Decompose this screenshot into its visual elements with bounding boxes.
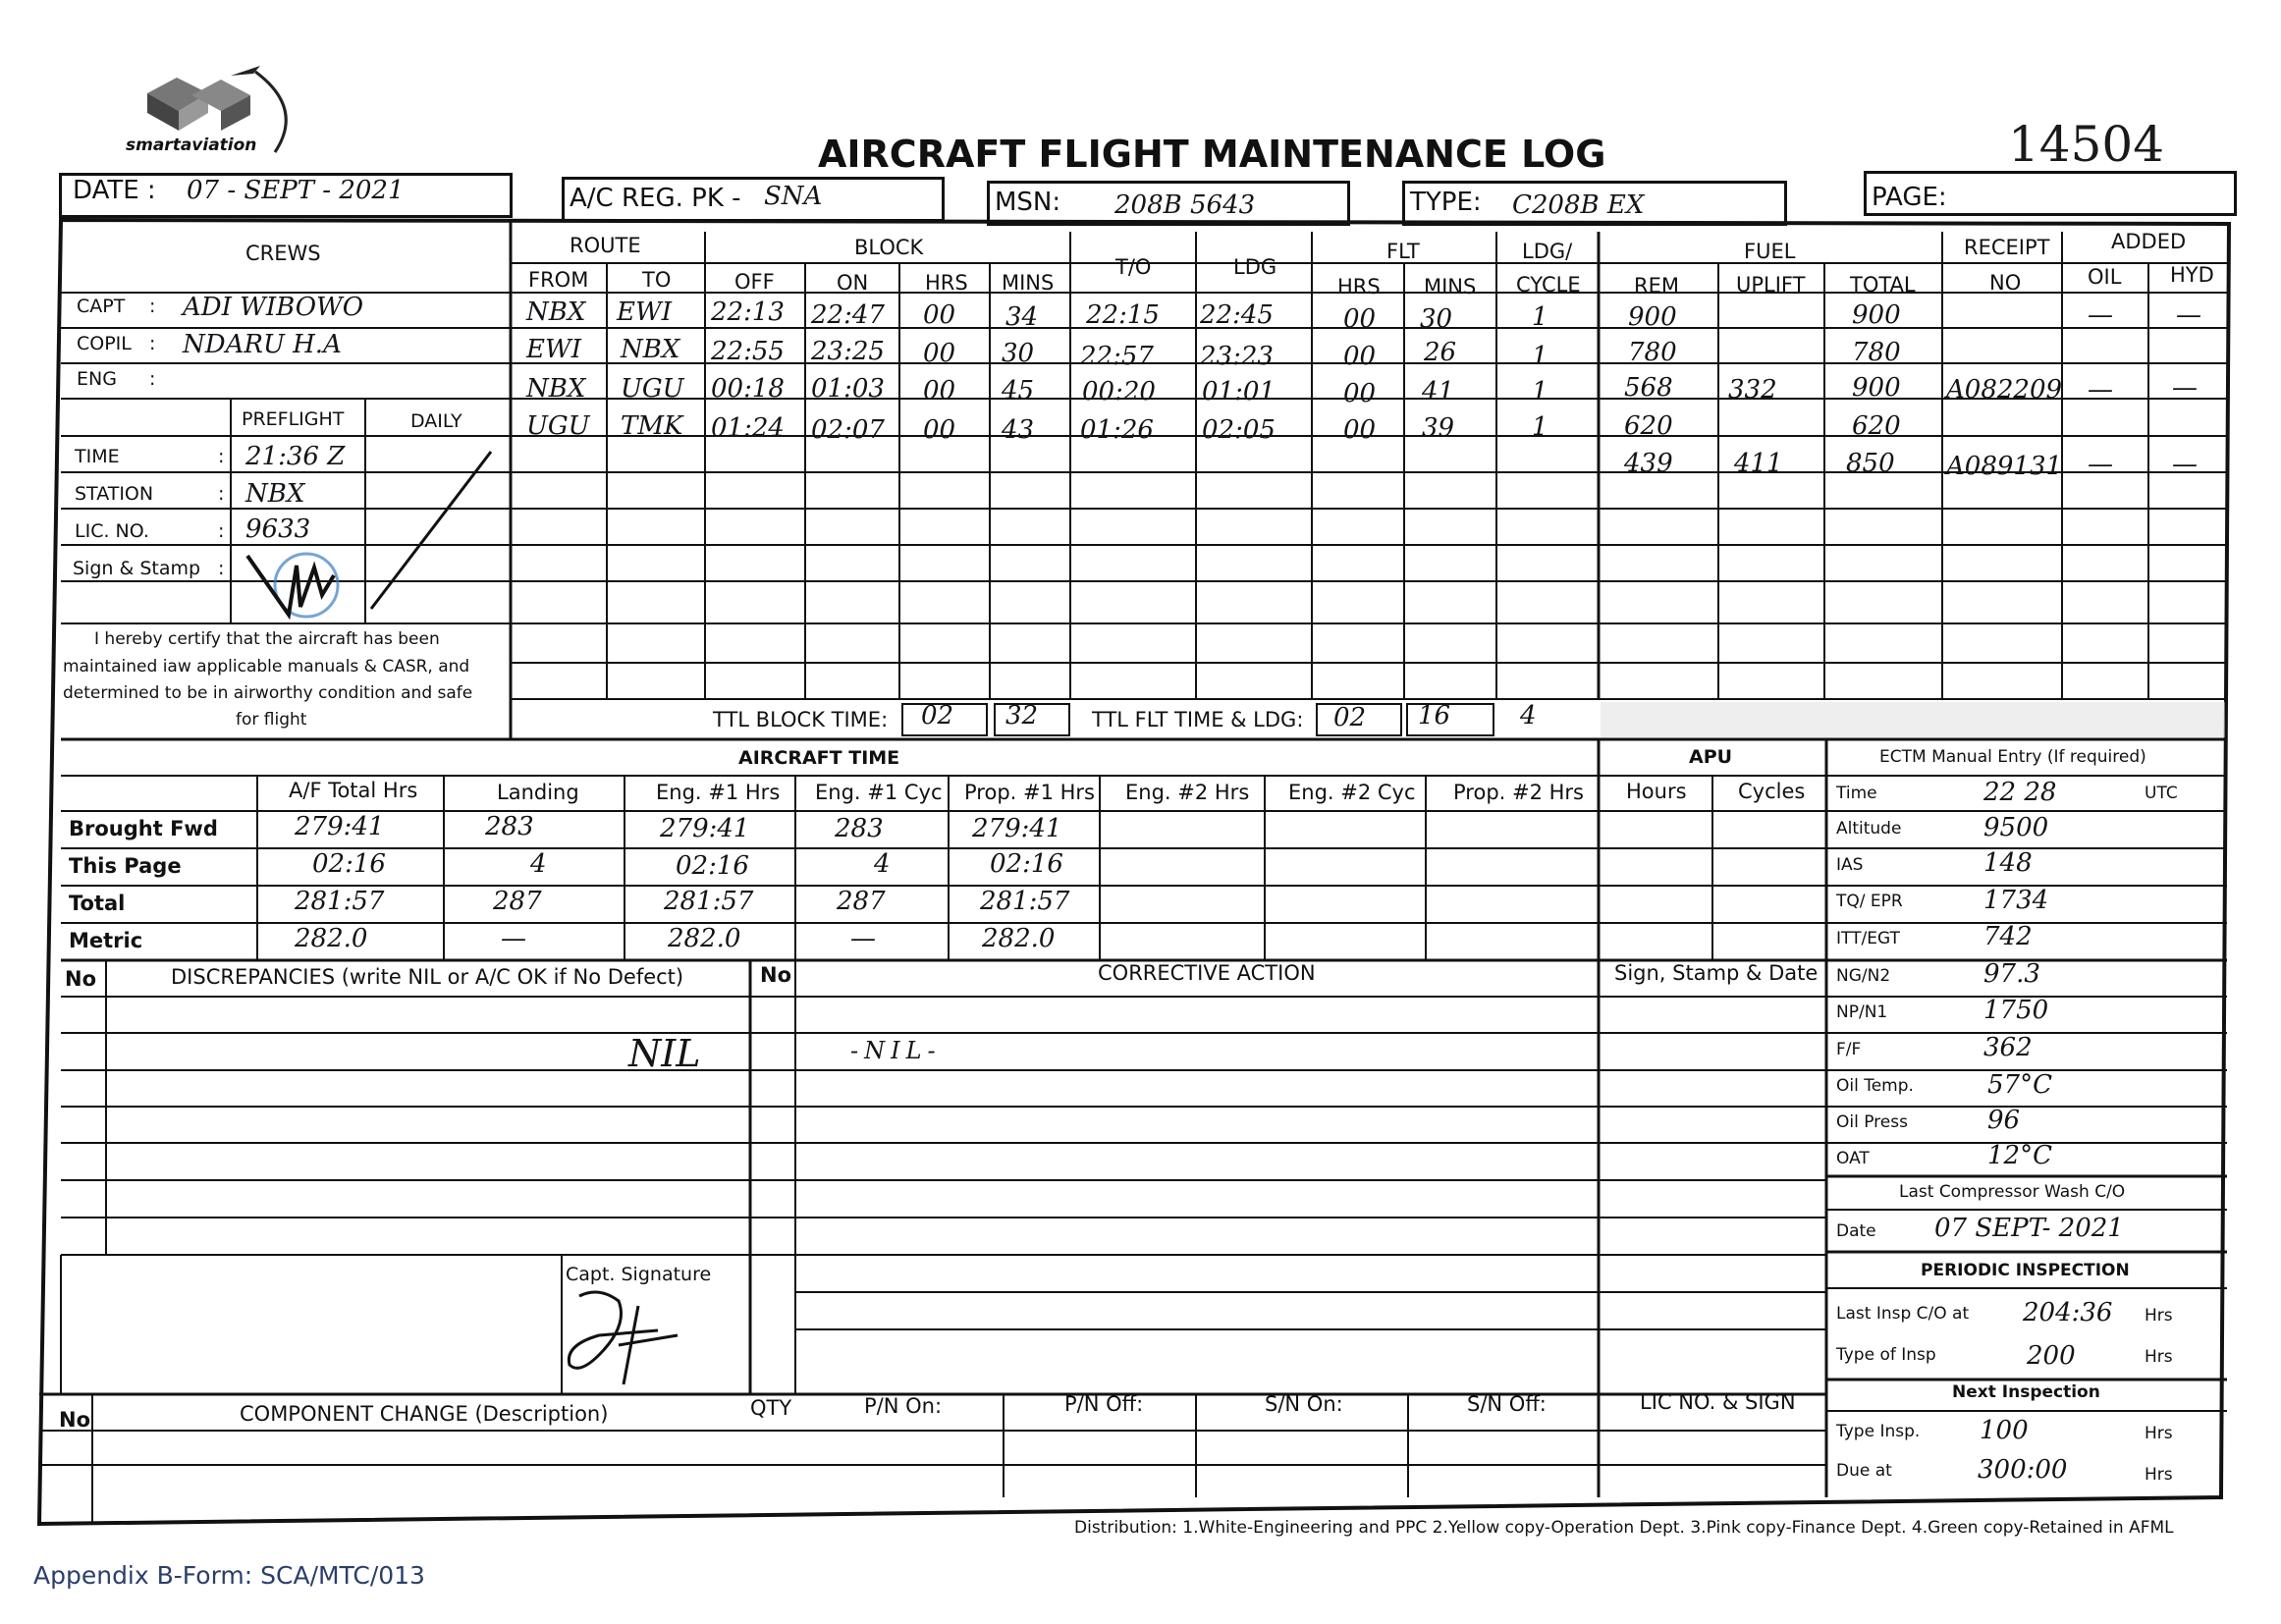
apu-hours: Hours: [1626, 780, 1687, 803]
page-title: AIRCRAFT FLIGHT MAINTENANCE LOG: [818, 133, 1606, 176]
fuel-rem: 620: [1624, 411, 1673, 441]
comp-sn-on: S/N On:: [1265, 1392, 1343, 1416]
ectm-alt-value: 9500: [1983, 813, 2049, 842]
eng1-hrs-value: 279:41: [660, 814, 750, 843]
ectm-heading: ECTM Manual Entry (If required): [1879, 747, 2146, 767]
flight-block-hrs: 00: [923, 339, 956, 368]
ttl-flt-label: TTL FLT TIME & LDG:: [1092, 708, 1304, 731]
eng1-hrs-value: 02:16: [676, 851, 749, 881]
prop1-value: 279:41: [972, 814, 1062, 843]
prop1-value: 282.0: [982, 924, 1056, 953]
landing-value: 4: [530, 849, 547, 879]
to-heading: TO: [642, 268, 672, 292]
col-prop2-hrs: Prop. #2 Hrs: [1453, 781, 1584, 804]
fuel-rem: 439: [1624, 449, 1673, 478]
flight-cycle: 1: [1532, 342, 1548, 371]
eng1-cyc-value: 287: [837, 887, 886, 916]
ttl-block-label: TTL BLOCK TIME:: [713, 708, 889, 731]
lic-label: LIC. NO.: [75, 520, 149, 542]
flight-flt-hrs: 00: [1343, 304, 1377, 334]
ttl-ldg: 4: [1520, 701, 1537, 731]
compressor-date-value: 07 SEPT- 2021: [1934, 1214, 2124, 1243]
aircraft-time-heading: AIRCRAFT TIME: [738, 747, 900, 769]
flight-from: NBX: [526, 374, 586, 404]
ectm-tq-value: 1734: [1983, 886, 2049, 915]
fuel-total: 780: [1852, 338, 1901, 367]
lic-colon: :: [218, 520, 225, 542]
copil-colon: :: [149, 333, 156, 354]
apu-cycles: Cycles: [1738, 780, 1806, 803]
cert-line-4: for flight: [236, 710, 307, 730]
flight-to: UGU: [621, 374, 684, 404]
daily-label: DAILY: [410, 410, 462, 432]
date-label: DATE :: [73, 176, 156, 205]
ectm-ias-value: 148: [1983, 848, 2033, 878]
type-value: C208B EX: [1512, 190, 1645, 220]
comp-pn-off: P/N Off:: [1064, 1392, 1144, 1416]
flight-from: NBX: [526, 298, 586, 327]
ectm-time-value: 22 28: [1983, 778, 2057, 807]
preflight-lic: 9633: [245, 514, 311, 544]
form-id: Appendix B-Form: SCA/MTC/013: [33, 1561, 425, 1590]
ectm-np-label: NP/N1: [1836, 1002, 1888, 1022]
flight-flt-mins: 30: [1420, 304, 1453, 334]
flight-landing: 22:45: [1200, 300, 1274, 330]
added-hyd: —: [2176, 300, 2201, 330]
msn-label: MSN:: [995, 188, 1061, 217]
capt-value: ADI WIBOWO: [183, 293, 364, 322]
flight-on: 01:03: [811, 374, 885, 404]
flight-cycle: 1: [1532, 302, 1548, 332]
comp-qty: QTY: [750, 1396, 792, 1420]
ectm-itt-value: 742: [1983, 922, 2033, 951]
reg-label: A/C REG. PK -: [570, 184, 741, 213]
ectm-ng-label: NG/N2: [1836, 966, 1891, 986]
ttl-block-mins: 32: [1005, 701, 1039, 731]
capt-colon: :: [149, 296, 156, 317]
comp-no-label: No: [59, 1408, 91, 1432]
row-metric: Metric: [69, 929, 143, 952]
flight-from: UGU: [526, 411, 590, 441]
periodic-last-unit: Hrs: [2145, 1306, 2173, 1326]
cert-line-1: I hereby certify that the aircraft has been: [94, 629, 440, 649]
fuel-uplift: 332: [1728, 375, 1777, 405]
eng1-hrs-value: 281:57: [664, 887, 754, 916]
distribution-note: Distribution: 1.White-Engineering and PPC 2.Yellow copy-Operation Dept. 3.Pink copy-Finance Dept. 4.Green copy-Retained in AFML: [1074, 1518, 2174, 1538]
takeoff-heading: T/O: [1115, 255, 1152, 279]
col-prop1-hrs: Prop. #1 Hrs: [964, 781, 1095, 804]
flight-flt-mins: 41: [1422, 377, 1455, 406]
receipt-heading-2: NO: [1989, 271, 2022, 295]
landing-value: 283: [485, 812, 534, 841]
from-heading: FROM: [528, 268, 589, 292]
engineer-stamp: [240, 546, 348, 624]
fuel-uplift: 411: [1734, 449, 1783, 478]
flight-to: TMK: [621, 411, 683, 441]
compressor-date-label: Date: [1836, 1221, 1876, 1241]
flight-cycle: 1: [1532, 412, 1548, 442]
ldg-cycle-heading-2: CYCLE: [1516, 273, 1581, 297]
ectm-ff-value: 362: [1983, 1033, 2033, 1062]
periodic-last-label: Last Insp C/O at: [1836, 1304, 1970, 1324]
periodic-last-value: 204:36: [2023, 1298, 2113, 1327]
flight-takeoff: 22:57: [1080, 342, 1154, 371]
af-total-value: 02:16: [312, 849, 386, 879]
ectm-tq-label: TQ/ EPR: [1836, 892, 1903, 911]
corr-no-label: No: [760, 963, 792, 987]
flight-takeoff: 01:26: [1080, 415, 1154, 445]
total-heading: TOTAL: [1850, 273, 1916, 297]
ttl-flt-hrs: 02: [1333, 703, 1367, 732]
logo-text: smartaviation: [126, 135, 257, 155]
ectm-ias-label: IAS: [1836, 855, 1864, 875]
preflight-time: 21:36 Z: [245, 442, 346, 471]
eng1-cyc-value: 4: [874, 849, 891, 879]
block-hrs-heading: HRS: [925, 271, 968, 295]
fuel-rem: 780: [1628, 338, 1677, 367]
captain-signature: [560, 1276, 707, 1394]
flight-off: 00:18: [711, 374, 785, 404]
cert-line-3: determined to be in airworthy condition and safe: [63, 683, 473, 703]
ectm-oilt-value: 57°C: [1987, 1070, 2052, 1100]
ttl-block-hrs: 02: [921, 701, 954, 731]
compressor-heading: Last Compressor Wash C/O: [1899, 1182, 2126, 1202]
flight-flt-hrs: 00: [1343, 342, 1377, 371]
added-oil: —: [2088, 300, 2113, 330]
eng1-hrs-value: 282.0: [668, 924, 741, 953]
fuel-receipt: A082209: [1946, 375, 2063, 405]
receipt-heading-1: RECEIPT: [1964, 236, 2050, 259]
ectm-oat-label: OAT: [1836, 1149, 1870, 1168]
periodic-heading: PERIODIC INSPECTION: [1921, 1261, 2130, 1280]
date-value: 07 - SEPT - 2021: [187, 176, 405, 205]
comp-sn-off: S/N Off:: [1467, 1392, 1547, 1416]
flight-block-mins: 45: [1002, 376, 1035, 406]
flight-flt-hrs: 00: [1343, 415, 1377, 445]
comp-heading: COMPONENT CHANGE (Description): [240, 1402, 609, 1426]
flight-block-hrs: 00: [923, 376, 956, 406]
flight-off: 22:13: [711, 298, 785, 327]
hyd-heading: HYD: [2170, 263, 2214, 287]
flight-landing: 23:23: [1200, 342, 1274, 371]
added-hyd: —: [2172, 450, 2198, 479]
flight-on: 22:47: [811, 300, 885, 330]
landing-value: 287: [493, 887, 542, 916]
flight-block-mins: 30: [1002, 339, 1035, 368]
added-heading: ADDED: [2111, 230, 2187, 253]
prop1-value: 02:16: [990, 849, 1063, 879]
fuel-receipt: A089131: [1946, 452, 2063, 481]
next-type-value: 100: [1980, 1416, 2029, 1445]
flight-cycle: 1: [1532, 377, 1548, 406]
row-brought-fwd: Brought Fwd: [69, 817, 218, 840]
flight-on: 23:25: [811, 337, 885, 366]
flight-landing: 01:01: [1202, 377, 1276, 406]
flight-flt-mins: 39: [1422, 413, 1455, 443]
col-eng1-cyc: Eng. #1 Cyc: [815, 781, 943, 804]
copil-label: COPIL: [77, 333, 132, 354]
eng1-cyc-value: —: [850, 924, 876, 953]
flight-flt-hrs: 00: [1343, 379, 1377, 408]
ectm-oat-value: 12°C: [1987, 1141, 2052, 1170]
sign-colon: :: [218, 558, 225, 579]
uplift-heading: UPLIFT: [1736, 273, 1806, 297]
comp-pn-on: P/N On:: [864, 1394, 943, 1418]
flt-hrs-heading: HRS: [1337, 275, 1381, 298]
flight-off: 01:24: [711, 413, 785, 443]
off-heading: OFF: [734, 270, 775, 294]
time-colon: :: [218, 446, 225, 467]
eng-colon: :: [149, 368, 156, 390]
oil-heading: OIL: [2088, 265, 2122, 289]
flight-to: EWI: [617, 298, 672, 327]
sign-label: Sign & Stamp: [73, 558, 201, 579]
flight-block-mins: 43: [1002, 415, 1035, 445]
fuel-heading: FUEL: [1744, 240, 1796, 263]
fuel-total: 850: [1846, 449, 1895, 478]
ectm-oilp-label: Oil Press: [1836, 1112, 1908, 1132]
flight-on: 02:07: [811, 415, 885, 445]
next-type-unit: Hrs: [2145, 1424, 2173, 1443]
block-heading: BLOCK: [854, 236, 924, 259]
msn-value: 208B 5643: [1114, 190, 1256, 220]
fuel-total: 620: [1852, 411, 1901, 441]
flight-takeoff: 22:15: [1086, 300, 1160, 330]
ectm-ng-value: 97.3: [1983, 959, 2040, 989]
ectm-np-value: 1750: [1983, 996, 2049, 1025]
copil-value: NDARU H.A: [183, 330, 342, 359]
sign-stamp-heading: Sign, Stamp & Date: [1614, 961, 1819, 985]
periodic-type-label: Type of Insp: [1836, 1345, 1936, 1365]
af-total-value: 282.0: [295, 924, 368, 953]
crews-heading: CREWS: [245, 242, 321, 265]
next-due-value: 300:00: [1978, 1455, 2068, 1485]
ectm-alt-label: Altitude: [1836, 819, 1902, 839]
disc-heading: DISCREPANCIES (write NIL or A/C OK if No Defect): [171, 965, 684, 989]
flight-to: NBX: [621, 335, 680, 364]
preflight-station: NBX: [245, 479, 305, 509]
rem-heading: REM: [1634, 274, 1679, 298]
flight-block-hrs: 00: [923, 300, 956, 330]
periodic-type-unit: Hrs: [2145, 1347, 2173, 1367]
col-eng2-hrs: Eng. #2 Hrs: [1125, 781, 1250, 804]
added-oil: —: [2088, 450, 2113, 479]
landing-value: —: [501, 924, 526, 953]
flight-from: EWI: [526, 335, 581, 364]
time-label: TIME: [75, 446, 120, 467]
ttl-flt-mins: 16: [1418, 701, 1451, 731]
fuel-rem: 568: [1624, 373, 1673, 403]
fuel-total: 900: [1852, 300, 1901, 330]
on-heading: ON: [837, 271, 869, 295]
flight-landing: 02:05: [1202, 415, 1276, 445]
block-mins-heading: MINS: [1002, 271, 1055, 295]
af-total-value: 281:57: [295, 887, 385, 916]
ldg-cycle-heading-1: LDG/: [1522, 240, 1573, 263]
station-label: STATION: [75, 483, 154, 505]
corr-heading: CORRECTIVE ACTION: [1098, 961, 1316, 985]
ectm-itt-label: ITT/EGT: [1836, 929, 1900, 948]
comp-lic: LIC NO. & SIGN: [1640, 1390, 1796, 1414]
col-eng2-cyc: Eng. #2 Cyc: [1288, 781, 1416, 804]
apu-heading: APU: [1689, 746, 1733, 768]
col-eng1-hrs: Eng. #1 Hrs: [656, 781, 781, 804]
af-total-value: 279:41: [295, 812, 385, 841]
flt-heading: FLT: [1386, 240, 1420, 263]
flight-off: 22:55: [711, 337, 785, 366]
reg-value: SNA: [764, 182, 823, 211]
type-label: TYPE:: [1410, 188, 1482, 217]
flt-mins-heading: MINS: [1424, 275, 1477, 298]
station-colon: :: [218, 483, 225, 505]
col-landing: Landing: [497, 781, 579, 804]
next-due-label: Due at: [1836, 1461, 1892, 1481]
disc-no-label: No: [65, 967, 97, 991]
next-type-label: Type Insp.: [1836, 1422, 1921, 1441]
preflight-label: PREFLIGHT: [242, 408, 345, 430]
capt-label: CAPT: [77, 296, 126, 317]
flight-block-mins: 34: [1005, 302, 1039, 332]
fuel-rem: 900: [1628, 302, 1677, 332]
ectm-oilp-value: 96: [1987, 1106, 2021, 1135]
added-hyd: —: [2172, 373, 2198, 403]
ectm-oilt-label: Oil Temp.: [1836, 1076, 1914, 1096]
col-af-total: A/F Total Hrs: [289, 779, 418, 802]
periodic-type-value: 200: [2027, 1341, 2076, 1371]
fuel-total: 900: [1852, 373, 1901, 403]
added-oil: —: [2088, 375, 2113, 405]
page-label: PAGE:: [1872, 183, 1947, 212]
eng1-cyc-value: 283: [835, 814, 884, 843]
cert-line-2: maintained iaw applicable manuals & CASR, and: [63, 657, 470, 677]
ectm-time-label: Time: [1836, 784, 1877, 803]
ldg-heading: LDG: [1233, 255, 1277, 279]
eng-label: ENG: [77, 368, 117, 390]
ectm-time-unit: UTC: [2145, 784, 2178, 803]
corr-value: -NIL-: [850, 1037, 942, 1064]
serial-number: 14504: [2008, 116, 2165, 173]
prop1-value: 281:57: [980, 887, 1070, 916]
flight-block-hrs: 00: [923, 415, 956, 445]
route-heading: ROUTE: [570, 234, 641, 257]
next-due-unit: Hrs: [2145, 1465, 2173, 1485]
row-this-page: This Page: [69, 854, 182, 878]
flight-takeoff: 00:20: [1082, 377, 1156, 406]
disc-value: NIL: [628, 1032, 701, 1075]
row-total: Total: [69, 892, 126, 915]
ectm-ff-label: F/F: [1836, 1040, 1862, 1059]
next-insp-heading: Next Inspection: [1952, 1382, 2100, 1402]
capt-signature-label: Capt. Signature: [566, 1264, 712, 1285]
flight-flt-mins: 26: [1424, 338, 1457, 367]
